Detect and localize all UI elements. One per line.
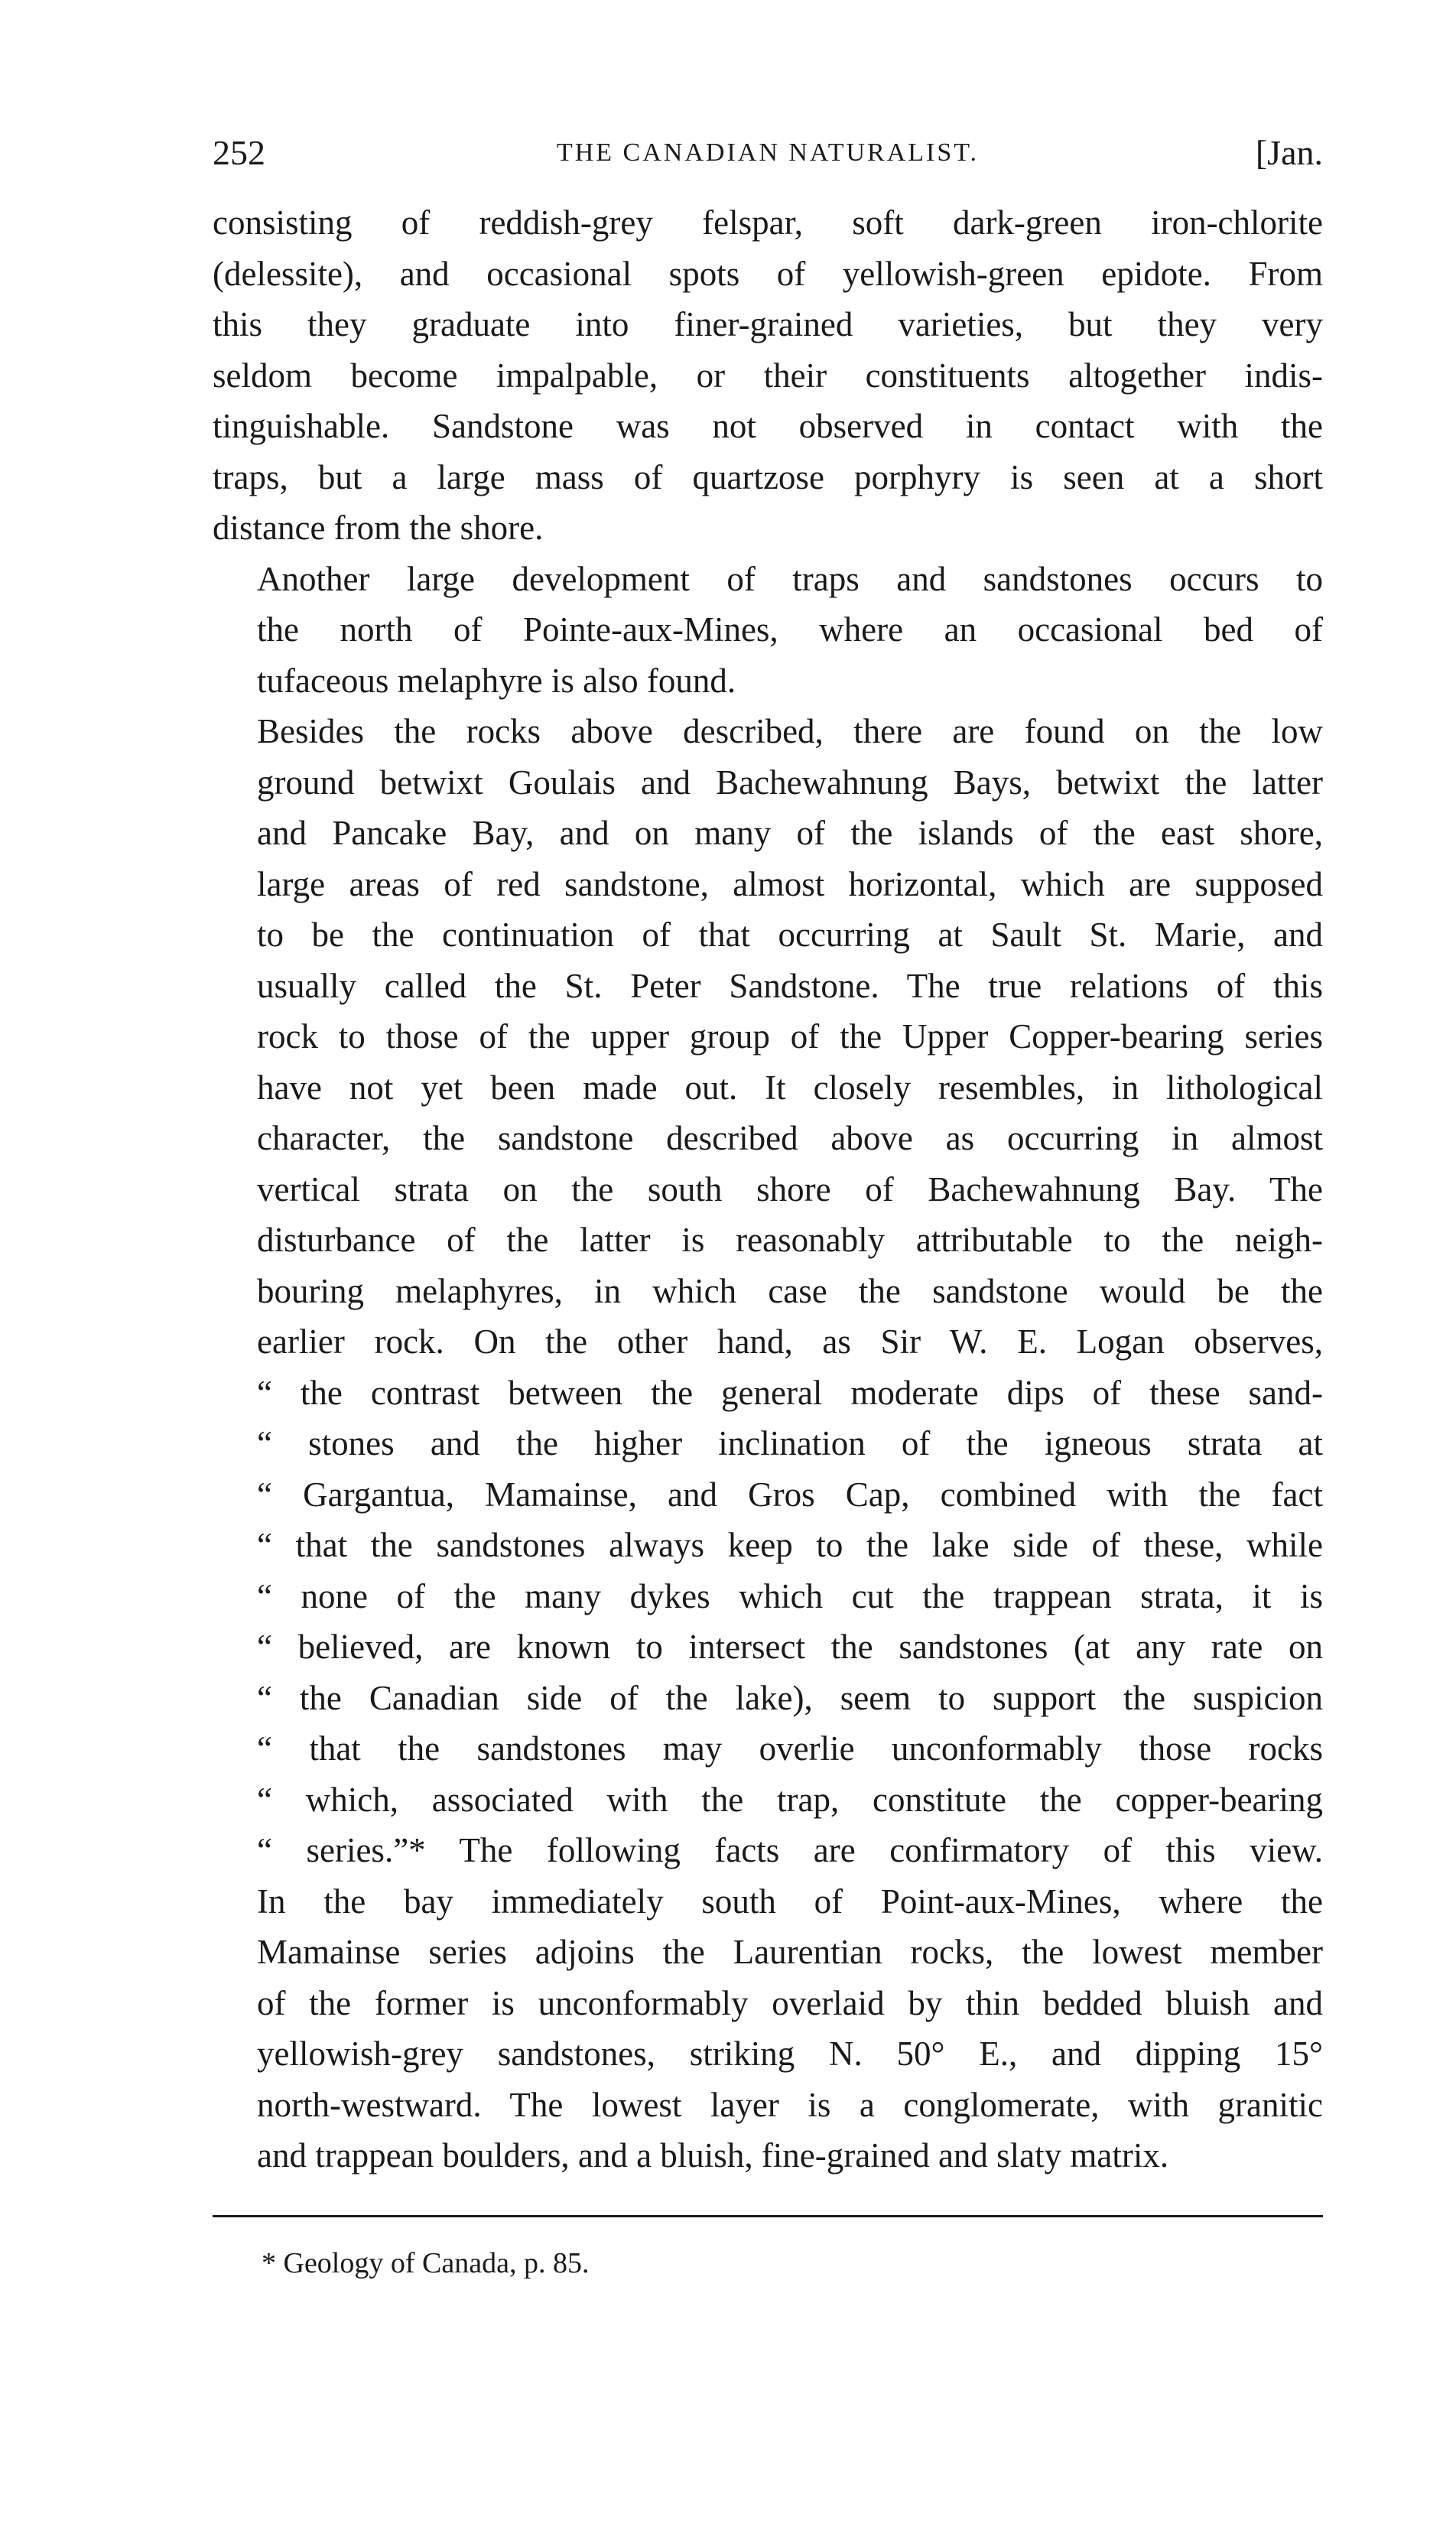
paragraph bbox=[213, 197, 1323, 554]
text-line: consisting of reddish-grey felspar, soft dark-green iron-chlorite bbox=[213, 203, 1323, 242]
text-line: “ that the sandstones always keep to the lake side of these, while bbox=[257, 1526, 1323, 1564]
text-line: vertical strata on the south shore of Bachewahnung Bay. The bbox=[257, 1169, 1323, 1208]
text-line: In the bay immediately south of Point-aux-Mines, where the bbox=[257, 1882, 1323, 1921]
text-line: Another large development of traps and sandstones occurs to bbox=[257, 559, 1323, 598]
paragraph bbox=[213, 706, 1323, 2181]
journal-title: THE CANADIAN NATURALIST. bbox=[556, 138, 980, 167]
text-line: and Pancake Bay, and on many of the islands of the east shore, bbox=[257, 814, 1323, 852]
text-line: seldom become impalpable, or their constituents altogether indis- bbox=[213, 356, 1323, 395]
text-line: the north of Pointe-aux-Mines, where an occasional bed of bbox=[257, 610, 1323, 649]
page bbox=[213, 122, 1323, 2285]
text-line: “ series.”* The following facts are confirmatory of this view. bbox=[257, 1831, 1323, 1869]
text-line: rock to those of the upper group of the Upper Copper-bearing series bbox=[257, 1017, 1323, 1056]
paragraph bbox=[213, 554, 1323, 707]
text-line: “ the contrast between the general moderate dips of these sand- bbox=[257, 1373, 1323, 1412]
text-line: bouring melaphyres, in which case the sandstone would be the bbox=[257, 1271, 1323, 1310]
text-line: Besides the rocks above described, there are found on the low bbox=[257, 712, 1323, 750]
text-line: “ none of the many dykes which cut the trappean strata, it is bbox=[257, 1576, 1323, 1615]
text-line: “ which, associated with the trap, constitute the copper-bearing bbox=[257, 1780, 1323, 1819]
text-line: “ Gargantua, Mamainse, and Gros Cap, combined with the fact bbox=[257, 1475, 1323, 1514]
footnote-rule bbox=[213, 2215, 1323, 2217]
text-line: of the former is unconformably overlaid by thin bedded bluish and bbox=[257, 1983, 1323, 2022]
text-line: usually called the St. Peter Sandstone. The true relations of this bbox=[257, 966, 1323, 1005]
text-line: “ the Canadian side of the lake), seem to support the suspicion bbox=[257, 1678, 1323, 1717]
text-line: to be the continuation of that occurring at Sault St. Marie, and bbox=[257, 916, 1323, 954]
text-line: distance from the shore. bbox=[213, 509, 544, 547]
text-line: tufaceous melaphyre is also found. bbox=[257, 661, 736, 700]
text-line: disturbance of the latter is reasonably attributable to the neigh- bbox=[257, 1221, 1323, 1259]
issue-month: [Jan. bbox=[1255, 133, 1323, 172]
text-line: large areas of red sandstone, almost horizontal, which are supposed bbox=[257, 864, 1323, 903]
page-number: 252 bbox=[213, 133, 265, 172]
running-head bbox=[213, 122, 1323, 184]
text-line: north-westward. The lowest layer is a conglomerate, with granitic bbox=[257, 2085, 1323, 2124]
text-line: tinguishable. Sandstone was not observed in contact with the bbox=[213, 407, 1323, 445]
text-line: ground betwixt Goulais and Bachewahnung Bays, betwixt the latter bbox=[257, 763, 1323, 802]
text-line: yellowish-grey sandstones, striking N. 50° E., and dipping 15° bbox=[257, 2035, 1323, 2073]
text-line: character, the sandstone described above as occurring in almost bbox=[257, 1119, 1323, 1157]
text-line: traps, but a large mass of quartzose porphyry is seen at a short bbox=[213, 457, 1323, 496]
footnote: * Geology of Canada, p. 85. bbox=[262, 2246, 590, 2279]
text-line: “ that the sandstones may overlie unconformably those rocks bbox=[257, 1729, 1323, 1768]
text-line: this they graduate into finer-grained varieties, but they very bbox=[213, 305, 1323, 343]
text-line: “ believed, are known to intersect the sandstones (at any rate on bbox=[257, 1628, 1323, 1666]
text-line: have not yet been made out. It closely resembles, in lithological bbox=[257, 1068, 1323, 1107]
text-line: (delessite), and occasional spots of yellowish-green epidote. From bbox=[213, 254, 1323, 293]
text-line: Mamainse series adjoins the Laurentian rocks, the lowest member bbox=[257, 1933, 1323, 1971]
text-line: and trappean boulders, and a bluish, fine-grained and slaty matrix. bbox=[257, 2136, 1169, 2175]
body-text bbox=[213, 197, 1323, 2181]
text-line: “ stones and the higher inclination of the igneous strata at bbox=[257, 1424, 1323, 1462]
text-line: earlier rock. On the other hand, as Sir W. E. Logan observes, bbox=[257, 1322, 1323, 1361]
